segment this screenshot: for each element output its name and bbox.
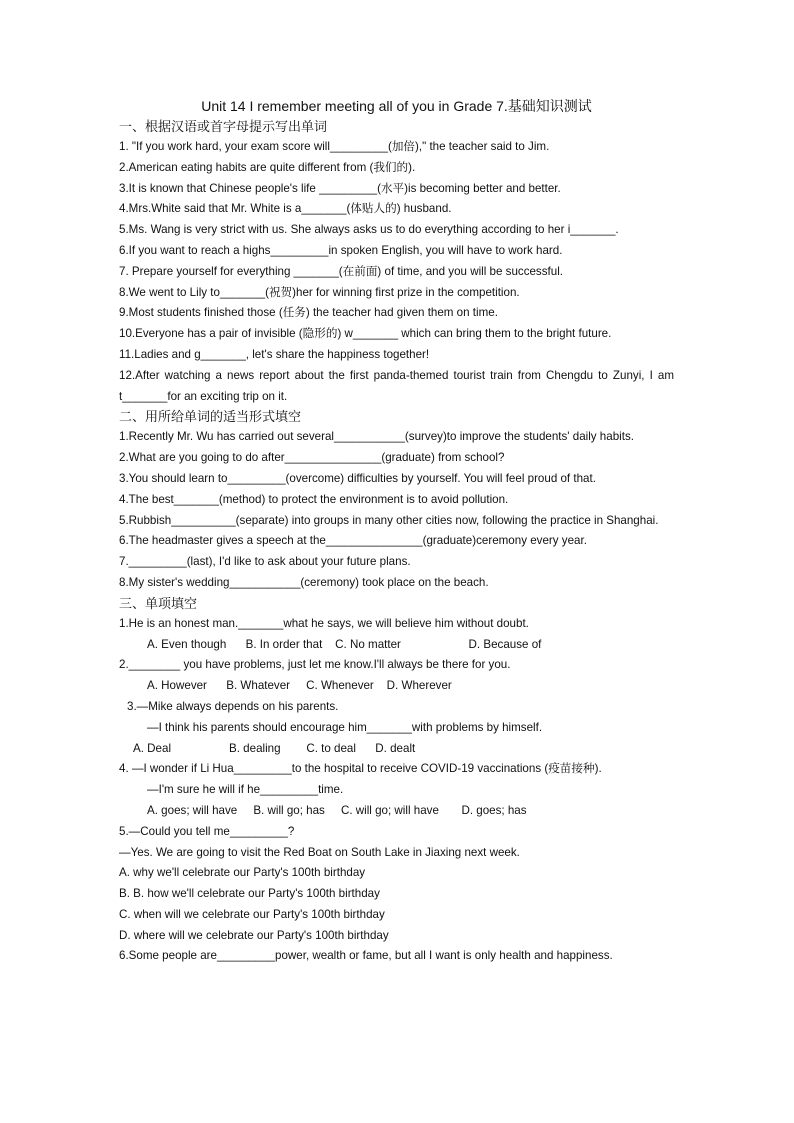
section-heading: 一、根据汉语或首字母提示写出单词 bbox=[119, 119, 328, 134]
question: 10.Everyone has a pair of invisible (隐形的) w_______ which can bring them to the bright future. bbox=[119, 327, 612, 341]
question: 8.My sister's wedding___________(ceremony) took place on the beach. bbox=[119, 575, 489, 589]
answer-options: A. goes; will have B. will go; has C. will go; will have D. goes; has bbox=[147, 803, 527, 817]
question: 2.What are you going to do after_______________(graduate) from school? bbox=[119, 451, 505, 465]
question: 4. —I wonder if Li Hua_________to the hospital to receive COVID-19 vaccinations (疫苗接种). bbox=[119, 762, 602, 776]
question: 1. "If you work hard, your exam score will_________(加倍)," the teacher said to Jim. bbox=[119, 140, 550, 153]
answer-options: A. Deal B. dealing C. to deal D. dealt bbox=[133, 741, 416, 755]
question-reply: —Yes. We are going to visit the Red Boat on South Lake in Jiaxing next week. bbox=[119, 845, 520, 859]
question: 5.Rubbish__________(separate) into groups in many other cities now, following the practice in Shanghai. bbox=[119, 513, 659, 527]
worksheet-title: Unit 14 I remember meeting all of you in Grade 7.基础知识测试 bbox=[201, 98, 592, 114]
question: 8.We went to Lily to_______(祝贺)her for winning first prize in the competition. bbox=[119, 285, 520, 299]
question: 1.He is an honest man._______what he says, we will believe him without doubt. bbox=[119, 616, 529, 630]
answer-option: A. why we'll celebrate our Party's 100th birthday bbox=[119, 866, 366, 880]
question-reply: —I think his parents should encourage him_______with problems by himself. bbox=[147, 720, 543, 734]
section-heading: 三、单项填空 bbox=[119, 595, 198, 611]
question: 6.Some people are_________power, wealth or fame, but all I want is only health and happiness. bbox=[119, 949, 613, 963]
question: 7. Prepare yourself for everything _______(在前面) of time, and you will be successful. bbox=[119, 264, 563, 278]
question: 7._________(last), I'd like to ask about your future plans. bbox=[119, 555, 411, 569]
question: 12.After watching a news report about the first panda-themed tourist train from Chengdu to Zunyi, I am t_______for an exciting trip on it. bbox=[119, 368, 674, 403]
question: 1.Recently Mr. Wu has carried out several___________(survey)to improve the students' daily habits. bbox=[119, 430, 634, 444]
question: 4.The best_______(method) to protect the environment is to avoid pollution. bbox=[119, 492, 509, 506]
question: 9.Most students finished those (任务) the teacher had given them on time. bbox=[119, 306, 498, 320]
question: 2.American eating habits are quite different from (我们的). bbox=[119, 160, 416, 174]
answer-option: D. where will we celebrate our Party's 100th birthday bbox=[119, 928, 389, 942]
question: 3.It is known that Chinese people's life _________(水平)is becoming better and better. bbox=[119, 181, 561, 195]
answer-options: A. Even though B. In order that C. No matter D. Because of bbox=[147, 637, 542, 651]
section-heading: 二、用所给单词的适当形式填空 bbox=[119, 409, 302, 425]
question-reply: —I'm sure he will if he_________time. bbox=[147, 783, 344, 797]
question: 2.________ you have problems, just let me know.I'll always be there for you. bbox=[119, 658, 511, 672]
question: 5.Ms. Wang is very strict with us. She always asks us to do everything according to her i_______. bbox=[119, 223, 619, 237]
question: 4.Mrs.White said that Mr. White is a_______(体贴人的) husband. bbox=[119, 202, 452, 216]
question: 3.—Mike always depends on his parents. bbox=[127, 699, 339, 713]
answer-option: B. B. how we'll celebrate our Party's 100th birthday bbox=[119, 887, 380, 901]
question: 11.Ladies and g_______, let's share the happiness together! bbox=[119, 347, 430, 361]
worksheet bbox=[119, 96, 674, 967]
answer-options: A. However B. Whatever C. Whenever D. Wherever bbox=[147, 679, 452, 693]
answer-option: C. when will we celebrate our Party's 100th birthday bbox=[119, 907, 385, 921]
question: 6.The headmaster gives a speech at the_______________(graduate)ceremony every year. bbox=[119, 534, 587, 548]
question: 6.If you want to reach a highs_________in spoken English, you will have to work hard. bbox=[119, 243, 563, 257]
question: 3.You should learn to_________(overcome) difficulties by yourself. You will feel proud of that. bbox=[119, 471, 596, 485]
question: 5.—Could you tell me_________? bbox=[119, 824, 295, 838]
